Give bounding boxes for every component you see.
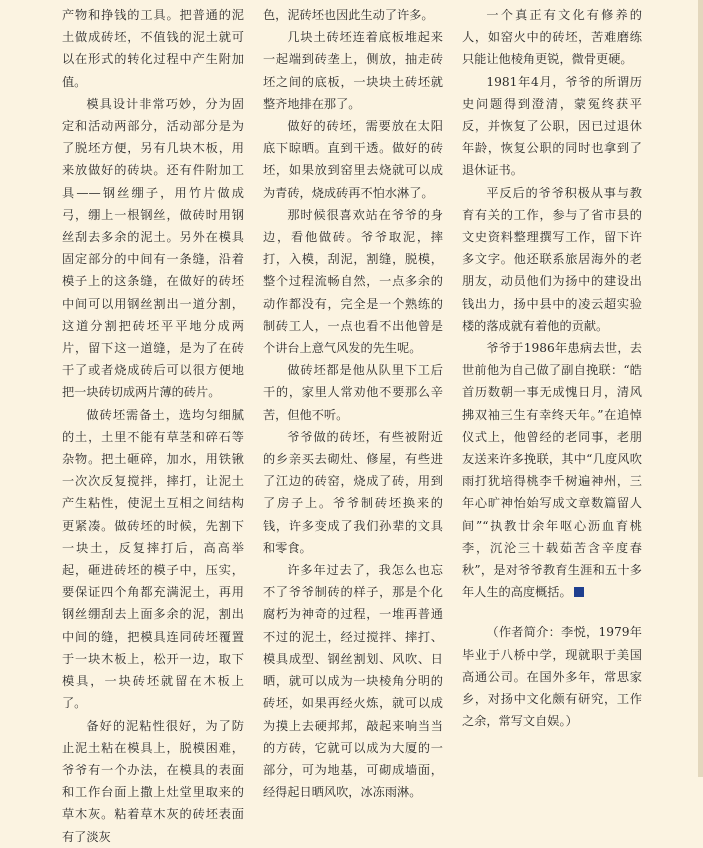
paragraph-text: 产物和挣钱的工具。把普通的泥土做成砖坯，不值钱的泥土就可以在形式的转化过程中产生附加值。	[62, 8, 244, 89]
paragraph-text: 做好的砖坯，需要放在太阳底下晾晒。直到干透。做好的砖坯，如果放到窑里去烧就可以成为青砖，烧成砖再不怕水淋了。	[263, 119, 443, 200]
article-column-3	[462, 4, 642, 733]
paragraph-text: （作者简介：李悦，1979年毕业于八桥中学，现就职于美国高通公司。在国外多年，常思家乡，对扬中文化颇有研究，工作之余，常写文自娱。）	[462, 625, 642, 729]
paragraph-text: 爷爷于1986年患病去世，去世前他为自己做了副自挽联：“皓首历数朝一事无成愧日月，清风拂双袖三生有幸终天年。”在追悼仪式上，他曾经的老同事，老朋友送来许多挽联，其中“几度风吹雨打犹培得桃李千树遍神州，三年心旷神怡始写成文章数篇留人间”“执教廿余年呕心沥血育桃李，沉沦三十载茹苦含辛度春秋”，是对爷爷教育生涯和五十多年人生的高度概括。	[462, 341, 642, 600]
page-edge-bar	[698, 0, 703, 777]
paragraph-text: 做砖坯都是他从队里下工后干的，家里人常劝他不要那么辛苦，但他不听。	[263, 363, 443, 422]
paragraph-text: 那时候很喜欢站在爷爷的身边，看他做砖。爷爷取泥，摔打，入模，刮泥，割缝，脱模，整个过程流畅自然，一点多余的动作都没有，完全是一个熟练的制砖工人，一点也看不出他曾是个讲台上意气风发的先生呢。	[263, 207, 443, 356]
paragraph-text: 许多年过去了，我怎么也忘不了爷爷制砖的样子，那是个化腐朽为神奇的过程，一堆再普通不过的泥土，经过搅拌、摔打、模具成型、钢丝割划、风吹、日晒，就可以成为一块棱角分明的砖坯，如果再经火炼，就可以成为摸上去硬邦邦，敲起来响当当的方砖，它就可以成为大厦的一部分，可为地基，可砌成墙面，经得起日晒风吹，冰冻雨淋。	[263, 563, 443, 800]
paragraph-text: 1981年4月，爷爷的所谓历史问题得到澄清，蒙冤终获平反，并恢复了公职，因已过退休年龄，恢复公职的同时也拿到了退休证书。	[462, 74, 642, 178]
paragraph-text: 模具设计非常巧妙，分为固定和活动两部分，活动部分是为了脱坯方便，另有几块木板，用来放做好的砖块。还有件附加工具——钢丝绷子，用竹片做成弓，绷上一根钢丝，做砖时用钢丝刮去多余的泥土。另外在模具固定部分的中间有一条缝，沿着模子上的这条缝，在做好的砖坯中间可以用钢丝割出一道分割，这道分割把砖坯平平地分成两片，留下这一道缝，是为了在砖干了或者烧成砖后可以很方便地把一块砖切成两片薄的砖片。	[62, 96, 244, 400]
paragraph-text: 平反后的爷爷积极从事与教育有关的工作，参与了省市县的文史资料整理撰写工作，留下许多文字。他还联系旅居海外的老朋友，动员他们为扬中的建设出钱出力，扬中县中的凌云超实验楼的落成就有着他的贡献。	[462, 185, 642, 333]
paragraph-text: 爷爷做的砖坯，有些被附近的乡亲买去砌灶、修屋，有些进了江边的砖窑，烧成了砖，用到了房子上。爷爷制砖坯换来的钱，许多变成了我们孙辈的文具和零食。	[263, 429, 443, 555]
article-paragraph	[462, 182, 642, 337]
article-paragraph	[263, 559, 443, 803]
end-of-article-square-icon	[574, 587, 584, 597]
article-paragraph	[62, 715, 244, 848]
article-paragraph	[263, 204, 443, 359]
article-paragraph	[263, 426, 443, 559]
article-paragraph	[462, 337, 642, 603]
author-bio-paragraph	[462, 621, 642, 732]
article-paragraph	[62, 4, 244, 93]
paragraph-text: 几块土砖坯连着底板堆起来一起端到砖垄上，侧放，抽走砖坯之间的底板，一块块土砖坯就整齐地排在那了。	[263, 30, 443, 111]
article-paragraph	[462, 71, 642, 182]
article-paragraph	[62, 93, 244, 404]
paragraph-text: 做砖坯需备土，选均匀细腻的土，土里不能有草茎和碎石等杂物。把土砸碎，加水，用铁锹一次次反复搅拌，摔打，让泥土产生粘性，使泥土互相之间结构更紧凑。做砖坯的时候，先割下一块土，反复摔打后，高高举起，砸进砖坯的模子中，压实，要保证四个角都充满泥土，再用钢丝绷刮去上面多余的泥，割出中间的缝，把模具连同砖坯覆置于一块木板上，松开一边，取下模具，一块砖坯就留在木板上了。	[62, 407, 244, 711]
article-paragraph	[263, 115, 443, 204]
article-paragraph	[263, 26, 443, 115]
article-column-2	[263, 4, 443, 803]
article-paragraph	[62, 404, 244, 715]
article-paragraph	[263, 4, 443, 26]
article-paragraph	[462, 4, 642, 71]
article-paragraph	[263, 359, 443, 426]
article-column-1	[62, 4, 244, 848]
paragraph-text: 备好的泥粘性很好，为了防止泥土粘在模具上，脱模困难，爷爷有一个办法，在模具的表面和工作台面上撒上灶堂里取来的草木灰。粘着草木灰的砖坯表面有了淡灰	[62, 718, 244, 844]
paragraph-text: 色，泥砖坯也因此生动了许多。	[263, 8, 434, 22]
paragraph-text: 一个真正有文化有修养的人，如窑火中的砖坯，苦难磨练只能让他棱角更锐，微骨更硬。	[462, 8, 642, 67]
